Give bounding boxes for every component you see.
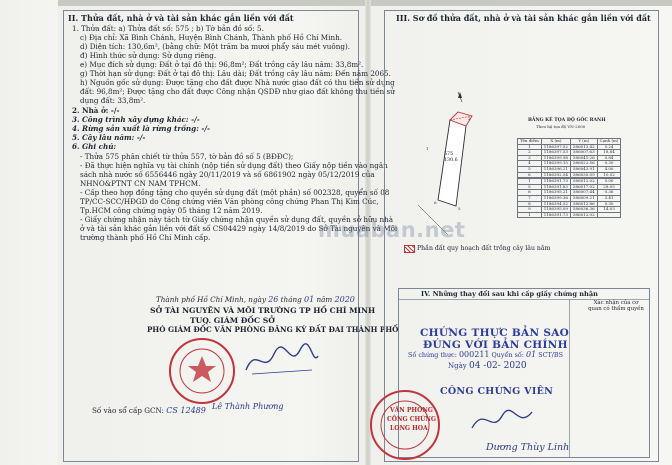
table-cell: 1186391.73 bbox=[541, 179, 570, 185]
land-line-7: h) Nguồn gốc sử dụng: Được tặng cho đất được Nhà nước giao đất có thu tiền sử dụng bbox=[80, 78, 395, 87]
land-line-9: dụng đất: 33,8m². bbox=[80, 96, 146, 105]
svg-text:6: 6 bbox=[434, 200, 437, 205]
table-cell: 1186399.98 bbox=[541, 155, 570, 161]
table-cell: 586030.09 bbox=[570, 172, 597, 178]
date-day: 26 bbox=[268, 295, 279, 304]
table-cell: 1186395.09 bbox=[541, 207, 570, 213]
table-cell: 5 bbox=[518, 166, 542, 172]
table-cell: 1186399.36 bbox=[541, 195, 570, 201]
svg-text:1: 1 bbox=[426, 146, 429, 151]
note-line-4: NHNO&PTNT CN NAM TPHCM. bbox=[80, 179, 201, 188]
table-cell: 1186392.54 bbox=[541, 172, 570, 178]
notary-seal-line-2: CÔNG CHỨNG bbox=[387, 416, 436, 423]
note-line-2: - Đã thực hiện nghĩa vụ tài chính (nộp tiền sử dụng đất) theo Giấy nộp tiền vào ngân bbox=[80, 161, 388, 170]
notary-signature-icon bbox=[468, 404, 538, 438]
table-cell: 1186395.21 bbox=[541, 190, 570, 196]
table-cell: 586022.56 bbox=[570, 161, 597, 167]
authority-line-2: TUQ. GIÁM ĐỐC SỞ bbox=[190, 316, 275, 325]
table-cell: 1186397.53 bbox=[541, 150, 570, 156]
other-line-1: 3. Công trình xây dựng khác: -/- bbox=[72, 115, 200, 124]
date-prefix: Thành phố Hồ Chí Minh, ngày bbox=[156, 295, 266, 304]
cert-book-label: Quyển số: bbox=[491, 351, 524, 359]
land-line-4: đ) Hình thức sử dụng: Sử dụng riêng. bbox=[80, 51, 217, 60]
cert-line-2: ĐÚNG VỚI BẢN CHÍNH bbox=[423, 339, 568, 351]
cert-date-value: 04 -02- 2020 bbox=[468, 361, 527, 371]
other-line-2: 4. Rừng sản xuất là rừng trồng: -/- bbox=[72, 124, 210, 133]
table-header: X (m) bbox=[541, 139, 570, 145]
parcel-area: 130.6 bbox=[444, 158, 458, 163]
table-cell: 586012.02 bbox=[570, 179, 597, 185]
date-month: 01 bbox=[304, 295, 315, 304]
authority-line-1: SỞ TÀI NGUYÊN VÀ MÔI TRƯỜNG TP HỒ CHÍ MINH bbox=[150, 306, 376, 315]
note-line-5: - Cấp theo hợp đồng tặng cho quyền sử dụng đất (một phần) số 002328, quyển số 08 bbox=[80, 188, 390, 197]
table-cell: 586041.26 bbox=[570, 155, 597, 161]
table-cell: 1186397.52 bbox=[541, 144, 570, 150]
table-cell: 4 bbox=[518, 161, 542, 167]
land-line-5: e) Mục đích sử dụng: Đất ở tại đô thị: 96,8m²; Đất trồng cây lâu năm: 33,8m². bbox=[80, 60, 364, 69]
cert-date-label: Ngày bbox=[448, 362, 467, 370]
changes-title: IV. Những thay đổi sau khi cấp giấy chứng nhận bbox=[421, 290, 598, 298]
svg-text:5: 5 bbox=[458, 206, 461, 211]
cert-no-value: 000211 bbox=[458, 350, 490, 359]
table-cell: 586012.02 bbox=[570, 212, 597, 218]
table-cell: 9 bbox=[518, 207, 542, 213]
table-cell: 8 bbox=[518, 201, 542, 207]
table-cell: 1186394.52 bbox=[541, 201, 570, 207]
table-header: Tên điểm bbox=[518, 139, 542, 145]
table-cell: 586036.36 bbox=[570, 207, 597, 213]
authority-line-3: PHÓ GIÁM ĐỐC VĂN PHÒNG ĐĂNG KÝ ĐẤT ĐAI THÀNH PHỐ bbox=[147, 325, 399, 334]
coordinate-table bbox=[517, 138, 621, 218]
cert-date-row bbox=[448, 362, 527, 371]
table-cell: 5.24 bbox=[597, 144, 621, 150]
registry-label: Số vào sổ cấp GCN: bbox=[92, 406, 164, 415]
svg-text:2: 2 bbox=[468, 116, 471, 121]
signer-name: Lê Thành Phương bbox=[212, 402, 284, 411]
cert-no-label: Số chứng thực: bbox=[408, 351, 457, 359]
note-line-9: ở và tài sản khác gắn liền với đất số CS04429 ngày 14/8/2019 do Sở Tài nguyên và Môi bbox=[80, 224, 398, 233]
date-year-label: năm bbox=[316, 295, 333, 304]
legend-swatch bbox=[404, 245, 415, 253]
note-line-1: - Thửa 575 phân chiết từ thửa 557, tờ bản đồ số 5 (BĐĐC); bbox=[80, 152, 294, 161]
table-cell: 6 bbox=[518, 172, 542, 178]
table-cell: 14.03 bbox=[597, 207, 621, 213]
note-line-7: Tp.HCM công chứng ngày 05 tháng 12 năm 2019. bbox=[80, 206, 263, 215]
registry-value: CS 12489 bbox=[166, 406, 206, 415]
table-cell: 1 bbox=[518, 212, 542, 218]
house-line: 2. Nhà ở: -/- bbox=[72, 106, 120, 115]
authority-signature-icon bbox=[242, 340, 322, 380]
land-line-8: đất: 96,8m²; Được tặng cho đất được Công nhận QSDĐ như giao đất không thu tiền sử bbox=[80, 87, 395, 96]
table-cell: 586017.02 bbox=[570, 184, 597, 190]
table-cell: 1 bbox=[518, 144, 542, 150]
notary-title: CÔNG CHỨNG VIÊN bbox=[440, 386, 554, 397]
date-year: 2020 bbox=[334, 295, 355, 304]
table-cell: 4.00 bbox=[597, 166, 621, 172]
section-iii-title: III. Sơ đồ thửa đất, nhà ở và tài sản khác gắn liền với đất bbox=[396, 13, 651, 23]
land-line-1: 1. Thửa đất: a) Thửa đất số: 575 ; b) Tờ bản đồ số: 5. bbox=[72, 24, 264, 33]
other-line-4: 6. Ghi chú: bbox=[72, 142, 117, 151]
table-cell: 586012.86 bbox=[570, 201, 597, 207]
changes-column-divider bbox=[569, 299, 570, 457]
legend-text: Phần đất quy hoạch đất trồng cây lâu năm bbox=[417, 245, 551, 252]
table-cell: 1 bbox=[518, 179, 542, 185]
table-cell bbox=[597, 212, 621, 218]
table-cell: 1186399.15 bbox=[541, 161, 570, 167]
table-cell: 3 bbox=[518, 155, 542, 161]
issue-date bbox=[156, 296, 355, 305]
table-cell: 0.30 bbox=[597, 161, 621, 167]
other-line-3: 5. Cây lâu năm: -/- bbox=[72, 133, 146, 142]
authority-seal bbox=[167, 336, 237, 406]
table-cell: 586007.44 bbox=[570, 190, 597, 196]
land-line-3: d) Diện tích: 130,6m², (bằng chữ: Một trăm ba mươi phẩy sáu mét vuông). bbox=[80, 42, 351, 51]
scan-edge-left bbox=[0, 0, 58, 465]
table-cell: 7 bbox=[518, 195, 542, 201]
table-cell: 0.84 bbox=[597, 155, 621, 161]
table-cell: 1186391.73 bbox=[541, 212, 570, 218]
date-month-label: tháng bbox=[280, 295, 302, 304]
cert-number-row bbox=[408, 351, 563, 360]
table-cell: 5 bbox=[518, 184, 542, 190]
table-cell: 3.41 bbox=[597, 195, 621, 201]
table-cell: 0.30 bbox=[597, 201, 621, 207]
registry-row bbox=[92, 407, 206, 416]
table-header: Y (m) bbox=[570, 139, 597, 145]
table-row bbox=[518, 212, 621, 218]
cert-book-value: 01 bbox=[525, 350, 537, 359]
table-cell: 0.36 bbox=[597, 190, 621, 196]
notary-seal-line-3: LONG HOA bbox=[390, 425, 428, 432]
table-cell: 2 bbox=[518, 150, 542, 156]
table-cell: 586013.42 bbox=[570, 144, 597, 150]
table-cell: 6 bbox=[518, 190, 542, 196]
parcel-label: 575 bbox=[444, 152, 454, 157]
note-line-8: - Giấy chứng nhận này tách từ Giấy chứng nhận quyền sử dụng đất, quyền sở hữu nhà bbox=[80, 215, 394, 224]
changes-confirm-header: Xác nhận của cơ quan có thẩm quyền bbox=[588, 300, 644, 312]
map-subtitle: Theo hệ tọa độ VN-2000 bbox=[536, 124, 586, 129]
land-line-6: g) Thời hạn sử dụng: Đất ở tại đô thị: Lâu dài; Đất trồng cây lâu năm: Đến năm 2065. bbox=[80, 69, 391, 78]
table-cell: 10.52 bbox=[597, 172, 621, 178]
note-line-3: sách nhà nước số 6556446 ngày 20/11/2019 và số 6861902 ngày 05/12/2019 của bbox=[80, 170, 375, 179]
map-title: BẢNG KÊ TỌA ĐỘ GÓC RANH bbox=[528, 118, 606, 123]
table-cell: 1186396.21 bbox=[541, 166, 570, 172]
table-cell: 28.05 bbox=[597, 184, 621, 190]
cert-book-suffix: SCT/BS bbox=[538, 351, 563, 359]
table-header: Cạnh (m) bbox=[597, 139, 621, 145]
table-cell: 1186391.83 bbox=[541, 184, 570, 190]
scan-edge-top bbox=[0, 0, 672, 6]
table-cell: 18.84 bbox=[597, 150, 621, 156]
notary-seal-line-1: VĂN PHÒNG bbox=[390, 407, 433, 414]
notary-name: Dương Thùy Linh bbox=[486, 442, 570, 453]
watermark: muaban.net bbox=[318, 218, 466, 242]
table-cell: 5.00 bbox=[597, 179, 621, 185]
section-ii-title: II. Thửa đất, nhà ở và tài sản khác gắn liền với đất bbox=[68, 13, 294, 23]
land-line-2: c) Địa chỉ: Xã Bình Chánh, Huyện Bình Chánh, Thành phố Hồ Chí Minh. bbox=[80, 33, 343, 42]
note-line-10: trường thành phố Hồ Chí Minh cấp. bbox=[80, 233, 211, 242]
table-cell: 586009.21 bbox=[570, 195, 597, 201]
table-cell: 586043.91 bbox=[570, 166, 597, 172]
cert-line-1: CHỨNG THỰC BẢN SAO bbox=[420, 327, 570, 339]
note-line-6: TP/CC-SCC/HĐGD do Công chứng viên Văn phòng công chứng Phan Thị Kim Cúc, bbox=[80, 197, 379, 206]
table-cell: 586007.63 bbox=[570, 150, 597, 156]
